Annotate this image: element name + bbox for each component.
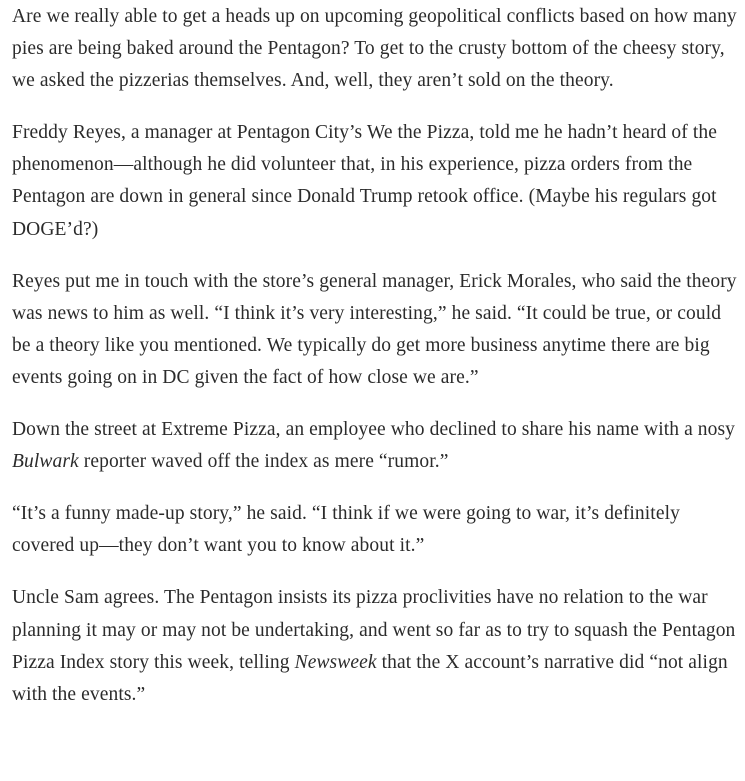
paragraph-4-text-before: Down the street at Extreme Pizza, an employee who declined to share his name with a nosy bbox=[12, 419, 736, 441]
paragraph-6-text-before: Uncle Sam agrees. The Pentagon insists its pizza proclivities have no relation to the war planning it may or may not be undertaking, and went so far as to try to squash the Pentagon Pizza Index story this week, telling bbox=[12, 587, 736, 673]
paragraph-4-text-after: reporter waved off the index as mere “rumor.” bbox=[78, 451, 449, 473]
publication-name-bulwark: Bulwark bbox=[12, 451, 79, 473]
paragraph-2: Freddy Reyes, a manager at Pentagon City’s We the Pizza, told me he hadn’t heard of the phenomenon—although he did volunteer that, in his experience, pizza orders from the Pentagon are down in general since Donald Trump retook office. (Maybe his regulars got DOGE’d?) bbox=[12, 122, 717, 240]
publication-name-newsweek: Newsweek bbox=[294, 651, 377, 673]
paragraph-3: Reyes put me in touch with the store’s general manager, Erick Morales, who said the theory was news to him as well. “I think it’s very interesting,” he said. “It could be true, or could be a theory like you mentioned. We typically do get more business anytime there are big events going on in DC given the fact of how close we are.” bbox=[12, 270, 737, 388]
paragraph-1: Are we really able to get a heads up on upcoming geopolitical conflicts based on how many pies are being baked around the Pentagon? To get to the crusty bottom of the cheesy story, we asked the pizzerias themselves. And, well, they aren’t sold on the theory. bbox=[12, 6, 737, 92]
paragraph-6 bbox=[12, 582, 739, 710]
paragraph-6-text-after: that the X account’s narrative did “not align with the events.” bbox=[12, 651, 728, 705]
paragraph-4 bbox=[12, 414, 739, 478]
paragraph-5: “It’s a funny made-up story,” he said. “I think if we were going to war, it’s definitely covered up—they don’t want you to know about it.” bbox=[12, 503, 680, 557]
